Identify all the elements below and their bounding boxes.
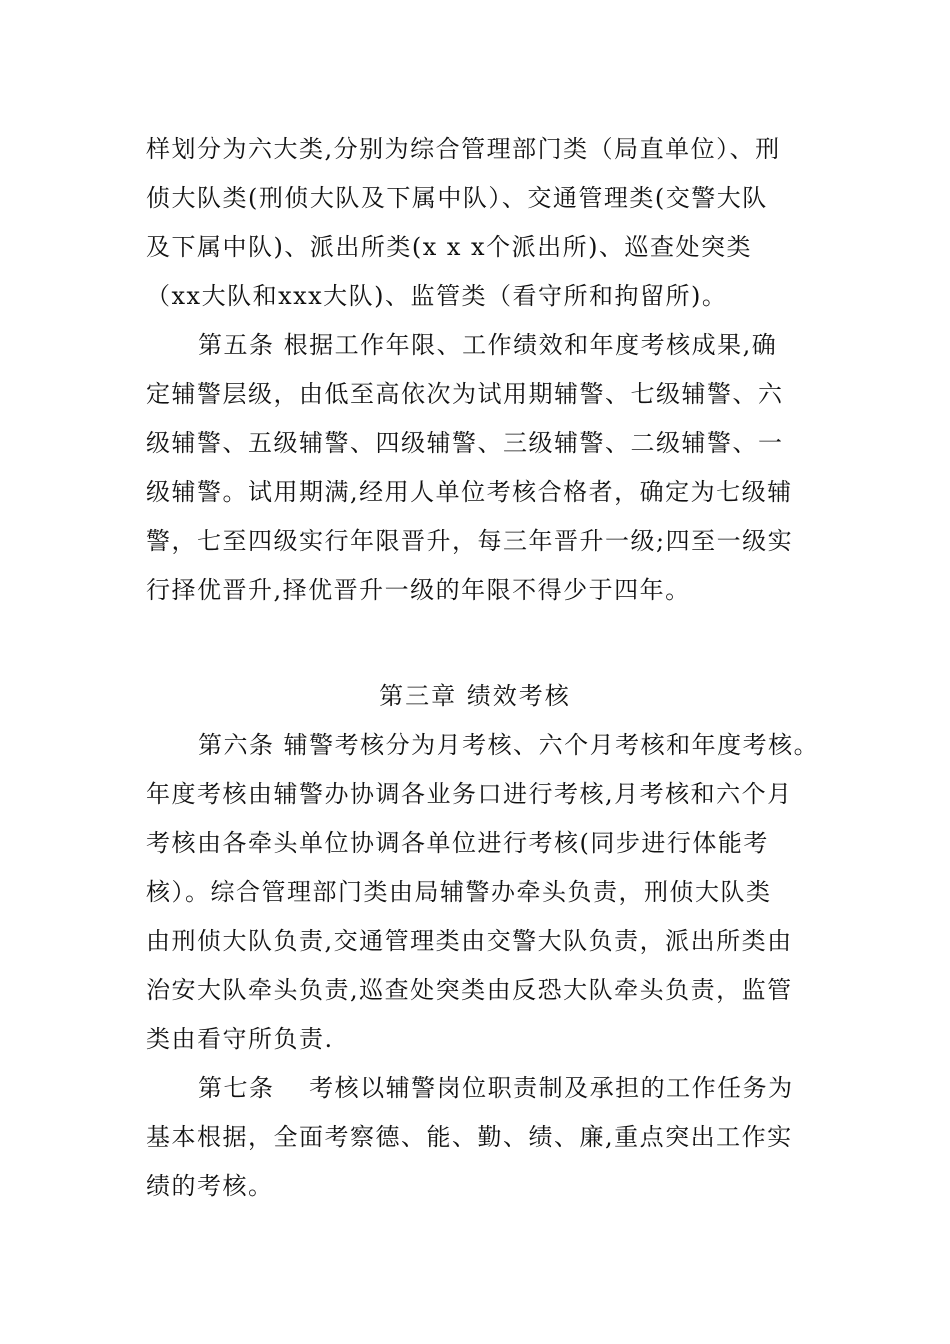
paragraph-line: 样划分为六大类,分别为综合管理部门类（局直单位）、刑 <box>146 135 781 163</box>
paragraph-line: 基本根据，全面考察德、能、勤、绩、廉,重点突出工作实 <box>146 1123 793 1151</box>
paragraph-line: （xx大队和xxx大队)、监管类（看守所和拘留所)。 <box>146 282 728 310</box>
paragraph-line: 核）。综合管理部门类由局辅警办牵头负责，刑侦大队类 <box>146 878 772 906</box>
paragraph-line: 绩的考核。 <box>146 1172 274 1200</box>
paragraph-line: 年度考核由辅警办协调各业务口进行考核,月考核和六个月 <box>146 780 793 808</box>
paragraph-line: 由刑侦大队负责,交通管理类由交警大队负责，派出所类由 <box>146 927 793 955</box>
paragraph-line: 治安大队牵头负责,巡查处突类由反恐大队牵头负责，监管 <box>146 976 793 1004</box>
paragraph-line: 及下属中队)、派出所类(x x x个派出所)、巡查处突类 <box>146 233 752 261</box>
paragraph-line: 定辅警层级，由低至高依次为试用期辅警、七级辅警、六 <box>146 380 784 408</box>
article-7-first-line: 第七条 考核以辅警岗位职责制及承担的工作任务为 <box>198 1074 794 1102</box>
section-performance-assessment <box>146 721 822 1211</box>
paragraph-line: 警，七至四级实行年限晋升，每三年晋升一级;四至一级实 <box>146 527 794 555</box>
article-6-first-line: 第六条 辅警考核分为月考核、六个月考核和年度考核。 <box>198 731 820 759</box>
paragraph-line: 级辅警、五级辅警、四级辅警、三级辅警、二级辅警、一 <box>146 429 784 457</box>
chapter-heading: 第三章 绩效考核 <box>379 682 571 710</box>
article-5-first-line: 第五条 根据工作年限、工作绩效和年度考核成果,确 <box>198 331 778 359</box>
paragraph-line: 考核由各牵头单位协调各单位进行考核(同步进行体能考 <box>146 829 769 857</box>
paragraph-line: 类由看守所负责. <box>146 1025 334 1053</box>
paragraph-line: 侦大队类(刑侦大队及下属中队）、交通管理类(交警大队 <box>146 184 768 212</box>
paragraph-line: 级辅警。试用期满,经用人单位考核合格者，确定为七级辅 <box>146 478 793 506</box>
section-classification-and-levels <box>146 125 822 615</box>
paragraph-line: 行择优晋升,择优晋升一级的年限不得少于四年。 <box>146 576 691 604</box>
